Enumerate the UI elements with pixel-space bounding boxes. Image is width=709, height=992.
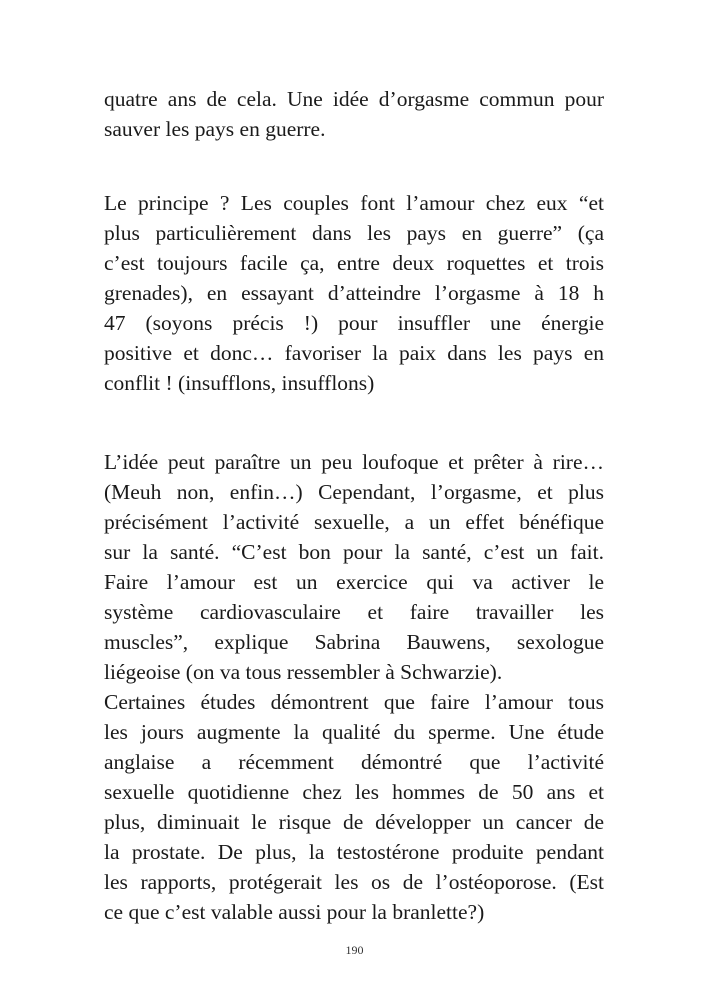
- text-line: L’idée peut paraître un peu loufoque et prêter à rire…: [104, 450, 604, 474]
- paragraph-1: [104, 84, 604, 144]
- text-line: système cardiovasculaire et faire travailler les: [104, 600, 604, 624]
- paragraph-3: [104, 447, 604, 927]
- text-line: conflit ! (insufflons, insufflons): [104, 371, 375, 395]
- text-line: liégeoise (on va tous ressembler à Schwarzie).: [104, 660, 503, 684]
- text-line: ce que c’est valable aussi pour la branlette?): [104, 900, 485, 924]
- page-number: 190: [345, 943, 364, 957]
- text-line: sexuelle quotidienne chez les hommes de 50 ans et: [104, 780, 604, 804]
- text-line: 47 (soyons précis !) pour insuffler une énergie: [104, 311, 604, 335]
- text-line: quatre ans de cela. Une idée d’orgasme commun pour: [104, 87, 604, 111]
- paragraph-2: [104, 188, 604, 398]
- text-line: les jours augmente la qualité du sperme. Une étude: [104, 720, 604, 744]
- text-line: Certaines études démontrent que faire l’amour tous: [104, 690, 604, 714]
- text-line: sur la santé. “C’est bon pour la santé, c’est un fait.: [104, 540, 604, 564]
- text-line: plus, diminuait le risque de développer un cancer de: [104, 810, 604, 834]
- text-line: plus particulièrement dans les pays en guerre” (ça: [104, 221, 604, 245]
- text-line: (Meuh non, enfin…) Cependant, l’orgasme, et plus: [104, 480, 604, 504]
- text-line: muscles”, explique Sabrina Bauwens, sexologue: [104, 630, 604, 654]
- text-line: Le principe ? Les couples font l’amour chez eux “et: [104, 191, 604, 215]
- text-line: positive et donc… favoriser la paix dans les pays en: [104, 341, 604, 365]
- text-line: Faire l’amour est un exercice qui va activer le: [104, 570, 604, 594]
- text-line: anglaise a récemment démontré que l’activité: [104, 750, 604, 774]
- text-line: c’est toujours facile ça, entre deux roquettes et trois: [104, 251, 604, 275]
- text-line: les rapports, protégerait les os de l’ostéoporose. (Est: [104, 870, 604, 894]
- text-line: la prostate. De plus, la testostérone produite pendant: [104, 840, 604, 864]
- text-line: précisément l’activité sexuelle, a un effet bénéfique: [104, 510, 604, 534]
- text-line: grenades), en essayant d’atteindre l’orgasme à 18 h: [104, 281, 604, 305]
- text-line: sauver les pays en guerre.: [104, 117, 326, 141]
